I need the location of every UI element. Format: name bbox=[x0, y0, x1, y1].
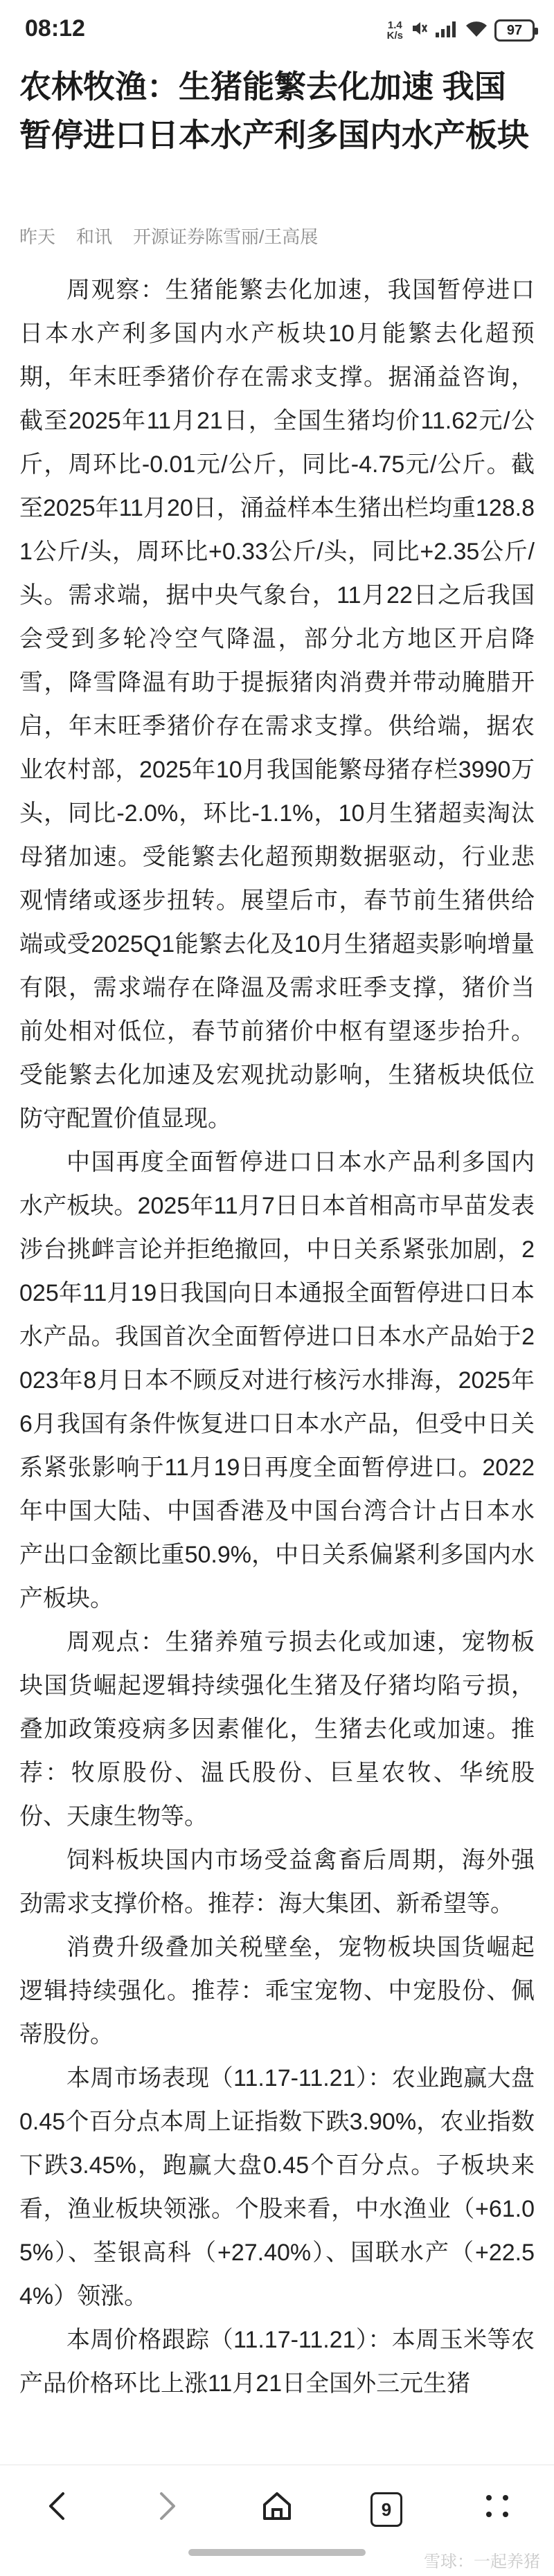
paragraph: 中国再度全面暂停进口日本水产品利多国内水产板块。2025年11月7日日本首相高市早苗发表涉台挑衅言论并拒绝撤回，中日关系紧张加剧，2025年11月19日我国向日本通报全面暂停进口日本水产品。我国首次全面暂停进口日本水产品始于2023年8月日本不顾反对进行核污水排海，2025年6月我国有条件恢复进口日本水产品，但受中日关系紧张影响于11月19日再度全面暂停进口。2022年中国大陆、中国香港及中国台湾合计占日本水产出口金额比重50.9%，中日关系偏紧利多国内水产板块。 bbox=[19, 1149, 535, 1612]
article-source[interactable]: 和讯 bbox=[76, 226, 113, 247]
article-date: 昨天 bbox=[19, 226, 56, 247]
article-author: 开源证券陈雪丽/王高展 bbox=[133, 226, 319, 247]
status-bar bbox=[0, 0, 554, 64]
paragraph: 本周价格跟踪（11.17-11.21）：本周玉米等农产品价格环比上涨11月21日全国外三元生猪 bbox=[19, 2327, 535, 2397]
article-meta bbox=[19, 223, 318, 249]
paragraph: 周观点：生猪养殖亏损去化或加速，宠物板块国货崛起逻辑持续强化生猪及仔猪均陷亏损，叠加政策疫病多因素催化，生猪去化或加速。推荐：牧原股份、温氏股份、巨星农牧、华统股份、天康生物等。 bbox=[19, 1629, 535, 1830]
article-body bbox=[19, 269, 535, 2406]
tab-count-badge: 9 bbox=[370, 2492, 402, 2527]
forward-button[interactable] bbox=[143, 2485, 193, 2534]
paragraph: 本周市场表现（11.17-11.21）：农业跑赢大盘0.45个百分点本周上证指数下跌3.90%，农业指数下跌3.45%，跑赢大盘0.45个百分点。子板块来看，渔业板块领涨。个股来看，中水渔业（+61.05%）、荃银高科（+27.40%）、国联水产（+22.54%）领涨。 bbox=[19, 2065, 535, 2309]
article-title: 农林牧渔：生猪能繁去化加速 我国暂停进口日本水产利多国内水产板块 bbox=[19, 69, 529, 153]
signal-icon bbox=[435, 20, 458, 42]
chevron-left-icon bbox=[46, 2491, 67, 2529]
tabs-button[interactable] bbox=[361, 2485, 411, 2534]
home-button[interactable] bbox=[252, 2485, 302, 2534]
battery-level: 97 bbox=[506, 22, 523, 38]
back-button[interactable] bbox=[32, 2485, 82, 2534]
status-icons bbox=[387, 15, 535, 46]
more-dots-icon bbox=[482, 2491, 512, 2529]
watermark: 雪球：一起养猪 bbox=[424, 2552, 540, 2571]
network-speed-value: 1.4 bbox=[387, 19, 402, 31]
mute-icon bbox=[410, 19, 428, 42]
paragraph: 周观察：生猪能繁去化加速，我国暂停进口日本水产利多国内水产板块10月能繁去化超预期，年末旺季猪价存在需求支撑。据涌益咨询，截至2025年11月21日，全国生猪均价11.62元/公斤，周环比-0.01元/公斤，同比-4.75元/公斤。截至2025年11月20日，涌益样本生猪出栏均重128.81公斤/头，周环比+0.33公斤/头，同比+2.35公斤/头。需求端，据中央气象台，11月22日之后我国会受到多轮冷空气降温，部分北方地区开启降雪，降雪降温有助于提振猪肉消费并带动腌腊开启，年末旺季猪价存在需求支撑。供给端，据农业农村部，2025年10月我国能繁母猪存栏3990万头，同比-2.0%，环比-1.1%，10月生猪超卖淘汰母猪加速。受能繁去化超预期数据驱动，行业悲观情绪或逐步扭转。展望后市，春节前生猪供给端或受2025Q1能繁去化及10月生猪超卖影响增量有限，需求端存在降温及需求旺季支撑，猪价当前处相对低位，春节前猪价中枢有望逐步抬升。受能繁去化加速及宏观扰动影响，生猪板块低位防守配置价值显现。 bbox=[19, 277, 535, 1132]
home-indicator[interactable] bbox=[188, 2549, 366, 2556]
paragraph: 消费升级叠加关税壁垒，宠物板块国货崛起逻辑持续强化。推荐：乖宝宠物、中宠股份、佩蒂股份。 bbox=[19, 1934, 535, 2048]
wifi-icon bbox=[465, 20, 488, 42]
menu-button[interactable] bbox=[472, 2485, 522, 2534]
network-speed-unit: K/s bbox=[386, 30, 403, 42]
home-icon bbox=[261, 2490, 293, 2530]
chevron-right-icon bbox=[157, 2491, 178, 2529]
battery-icon bbox=[494, 19, 535, 42]
paragraph: 饲料板块国内市场受益禽畜后周期，海外强劲需求支撑价格。推荐：海大集团、新希望等。 bbox=[19, 1847, 535, 1917]
clock: 08:12 bbox=[25, 15, 85, 42]
network-speed bbox=[387, 20, 403, 41]
